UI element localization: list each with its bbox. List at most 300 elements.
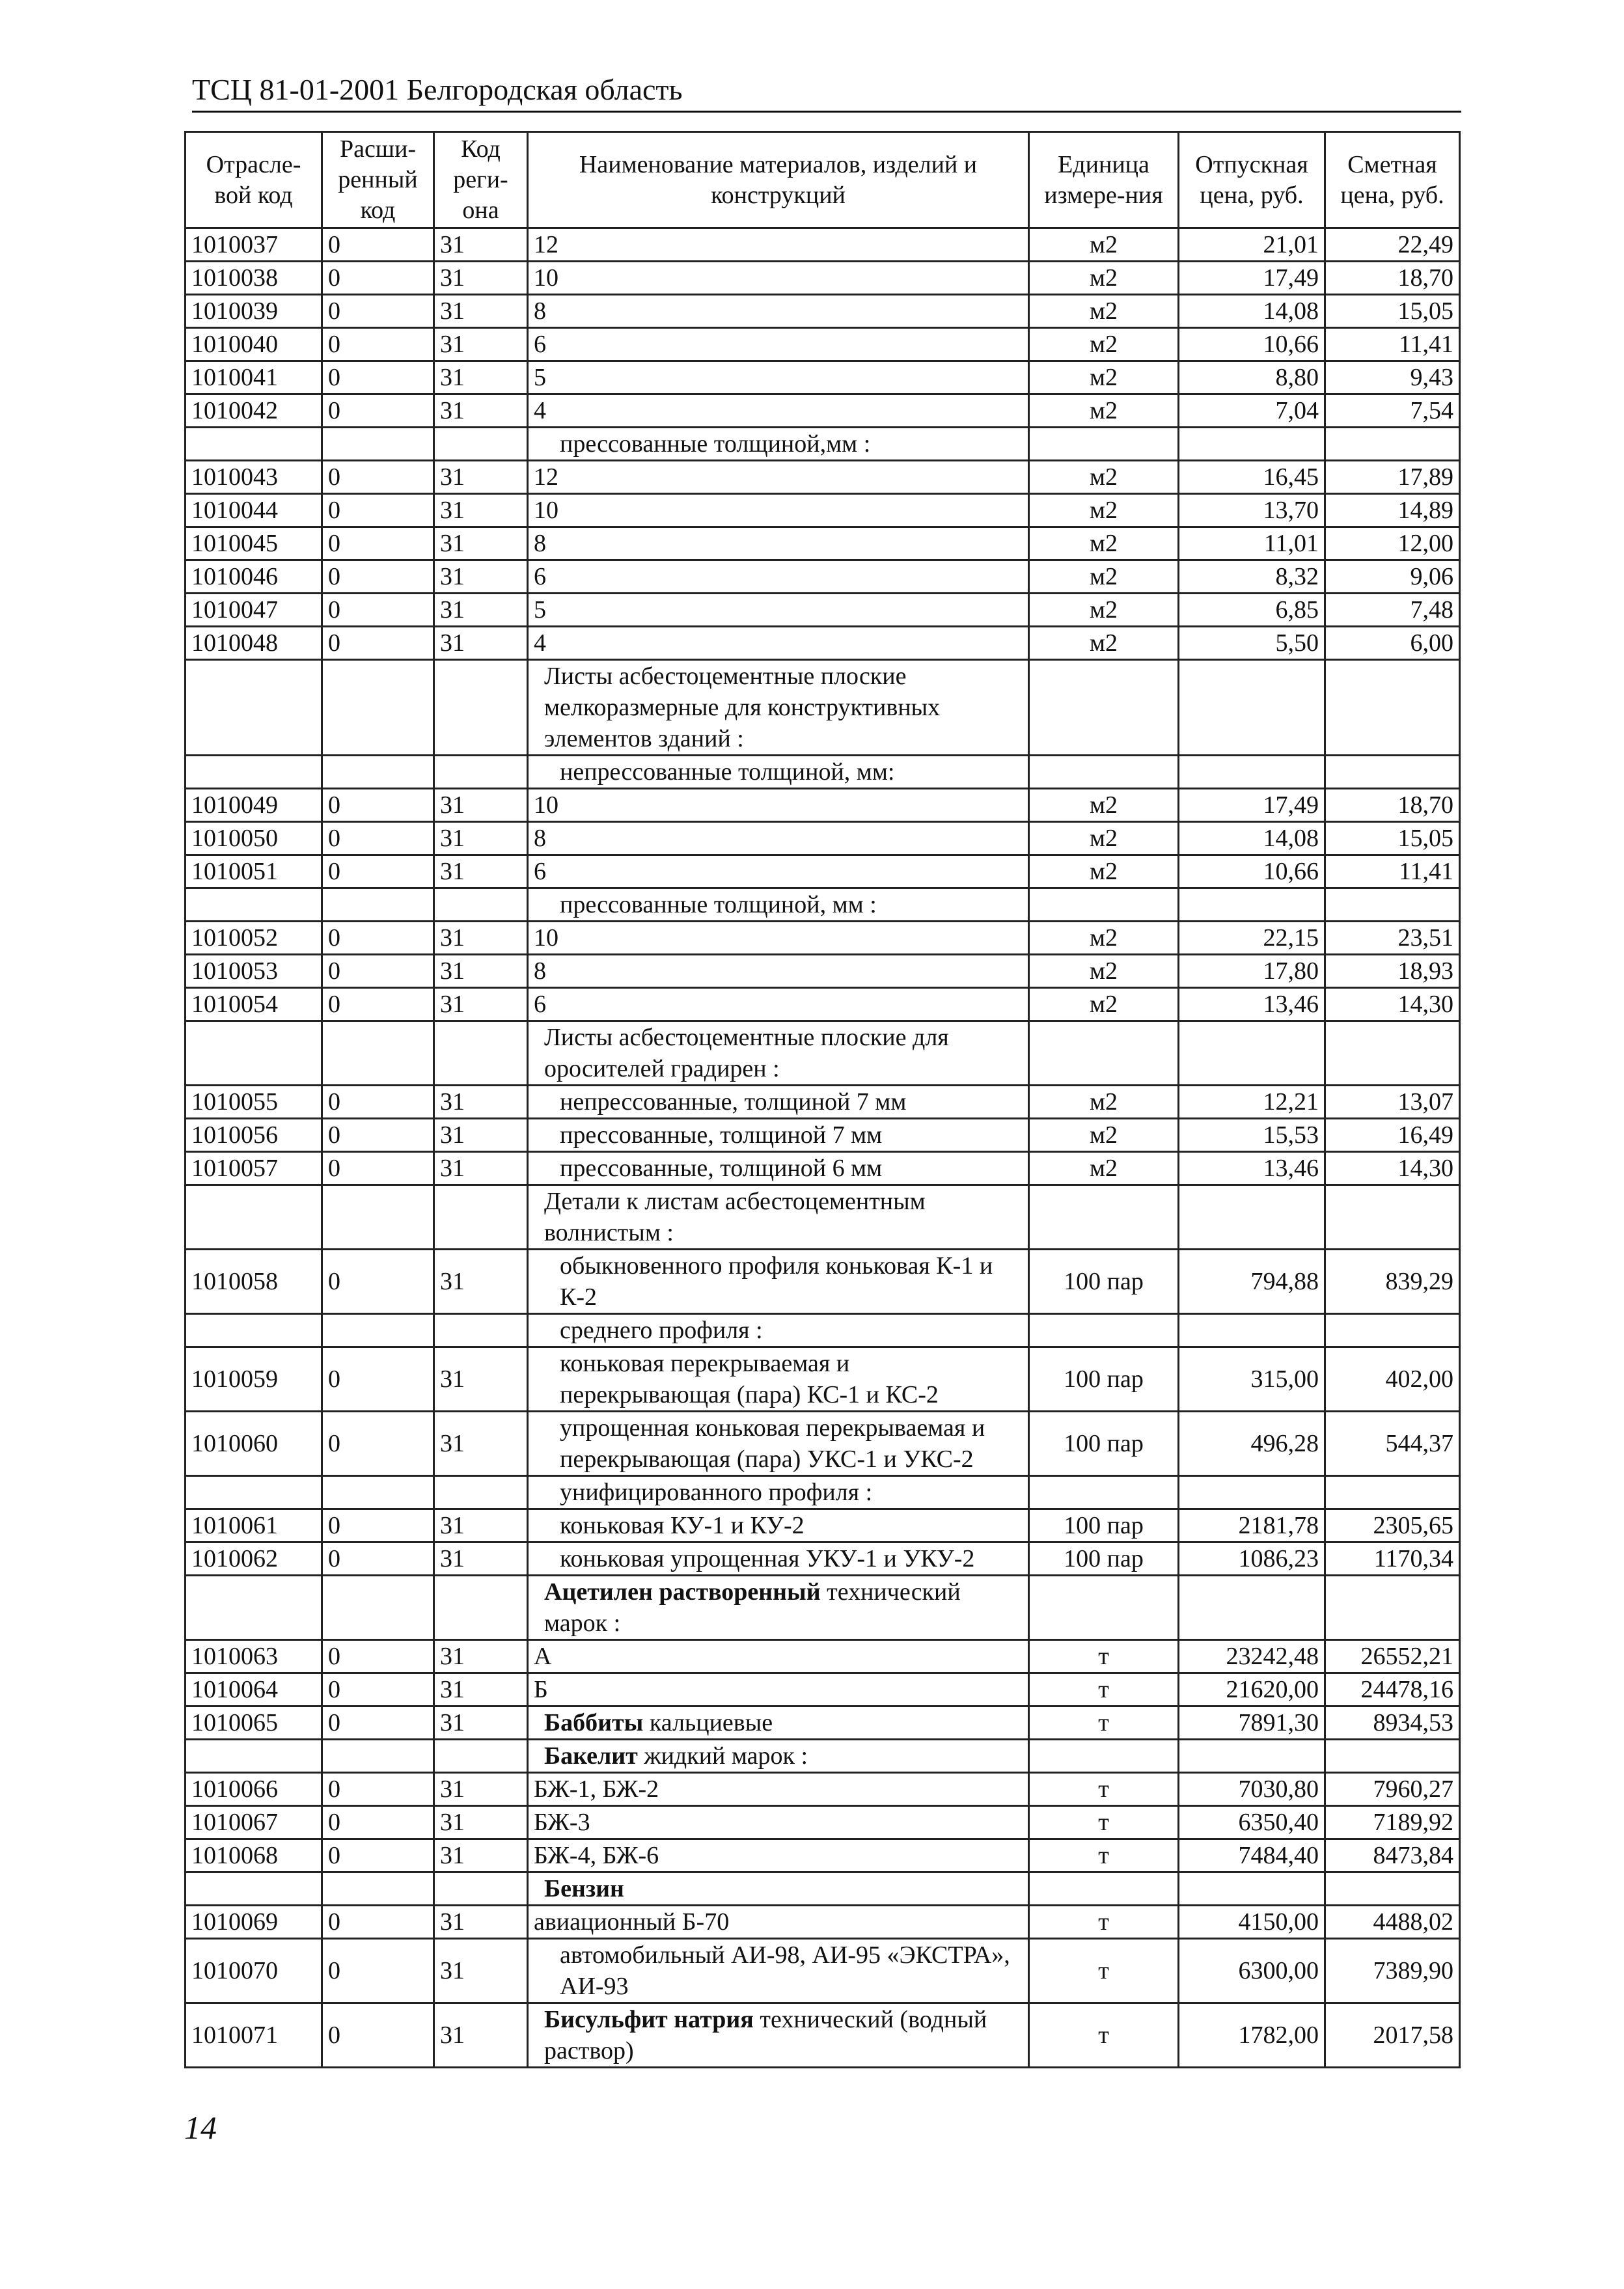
cell-release-price: 21,01: [1179, 228, 1325, 262]
cell-code: [186, 1576, 322, 1640]
cell-region-code: 31: [434, 1152, 528, 1185]
bold-term: Бакелит: [544, 1742, 638, 1770]
cell-release-price: [1179, 1872, 1325, 1906]
cell-extended-code: 0: [322, 1939, 434, 2003]
page-number: 14: [184, 2109, 217, 2146]
cell-region-code: [434, 1576, 528, 1640]
cell-name: [528, 1119, 1029, 1152]
cell-extended-code: 0: [322, 295, 434, 328]
cell-estimate-price: 18,70: [1325, 789, 1460, 822]
cell-estimate-price: 2017,58: [1325, 2003, 1460, 2068]
cell-unit: [1029, 1872, 1179, 1906]
name-text: 6: [534, 563, 546, 590]
cell-release-price: 8,32: [1179, 560, 1325, 594]
cell-release-price: 16,45: [1179, 461, 1325, 494]
cell-unit: [1029, 1185, 1179, 1250]
cell-estimate-price: 26552,21: [1325, 1640, 1460, 1673]
cell-estimate-price: [1325, 428, 1460, 461]
table-row: [186, 262, 1460, 295]
cell-name: [528, 295, 1029, 328]
cell-name: [528, 922, 1029, 955]
cell-extended-code: [322, 428, 434, 461]
cell-release-price: 17,49: [1179, 789, 1325, 822]
cell-unit: 100 пар: [1029, 1542, 1179, 1576]
cell-estimate-price: 8473,84: [1325, 1839, 1460, 1872]
table-row: [186, 1314, 1460, 1347]
name-text: коньковая перекрываемая и перекрывающая (пара) КС-1 и КС-2: [560, 1350, 939, 1408]
cell-estimate-price: [1325, 888, 1460, 922]
cell-name: [528, 1640, 1029, 1673]
cell-unit: [1029, 1476, 1179, 1509]
name-text: А: [534, 1643, 552, 1670]
cell-code: [186, 1185, 322, 1250]
cell-code: [186, 1021, 322, 1086]
table-row: [186, 1347, 1460, 1412]
cell-estimate-price: 7389,90: [1325, 1939, 1460, 2003]
cell-name: [528, 1673, 1029, 1706]
bold-term: Баббиты: [544, 1709, 644, 1736]
cell-extended-code: 0: [322, 1839, 434, 1872]
cell-code: 1010043: [186, 461, 322, 494]
cell-region-code: 31: [434, 1542, 528, 1576]
name-text: кальциевые: [643, 1709, 773, 1736]
cell-estimate-price: 16,49: [1325, 1119, 1460, 1152]
cell-code: [186, 1476, 322, 1509]
cell-region-code: [434, 1740, 528, 1773]
cell-estimate-price: 13,07: [1325, 1086, 1460, 1119]
column-header-release-price: Отпускная цена, руб.: [1179, 132, 1325, 228]
cell-unit: м2: [1029, 1119, 1179, 1152]
table-row: [186, 1740, 1460, 1773]
cell-estimate-price: 14,30: [1325, 1152, 1460, 1185]
cell-release-price: 7,04: [1179, 394, 1325, 428]
table-row: [186, 1021, 1460, 1086]
cell-release-price: 1086,23: [1179, 1542, 1325, 1576]
table-row: [186, 888, 1460, 922]
cell-region-code: 31: [434, 1939, 528, 2003]
cell-estimate-price: 11,41: [1325, 328, 1460, 361]
cell-region-code: [434, 660, 528, 756]
cell-code: 1010050: [186, 822, 322, 855]
cell-unit: [1029, 1314, 1179, 1347]
cell-code: [186, 888, 322, 922]
cell-unit: м2: [1029, 394, 1179, 428]
cell-release-price: 10,66: [1179, 328, 1325, 361]
cell-code: 1010048: [186, 627, 322, 660]
name-text: 10: [534, 924, 558, 952]
cell-region-code: 31: [434, 1250, 528, 1314]
table-row: [186, 1806, 1460, 1839]
cell-name: [528, 594, 1029, 627]
cell-release-price: 4150,00: [1179, 1906, 1325, 1939]
cell-extended-code: 0: [322, 627, 434, 660]
column-header-region-code: Код реги-она: [434, 132, 528, 228]
cell-name: [528, 394, 1029, 428]
cell-code: 1010055: [186, 1086, 322, 1119]
cell-release-price: 12,21: [1179, 1086, 1325, 1119]
cell-name: [528, 1086, 1029, 1119]
cell-name: [528, 361, 1029, 394]
cell-release-price: 13,46: [1179, 1152, 1325, 1185]
cell-region-code: 31: [434, 1906, 528, 1939]
cell-extended-code: 0: [322, 1509, 434, 1542]
cell-unit: 100 пар: [1029, 1412, 1179, 1476]
cell-region-code: [434, 1476, 528, 1509]
cell-unit: [1029, 660, 1179, 756]
cell-name: [528, 2003, 1029, 2068]
name-text: 10: [534, 264, 558, 292]
cell-extended-code: 0: [322, 822, 434, 855]
name-text: обыкновенного профиля коньковая К-1 и К-2: [560, 1252, 993, 1311]
name-text: БЖ-1, БЖ-2: [534, 1775, 659, 1803]
table-row: [186, 1509, 1460, 1542]
cell-unit: [1029, 888, 1179, 922]
cell-estimate-price: 14,30: [1325, 988, 1460, 1021]
cell-release-price: 6,85: [1179, 594, 1325, 627]
cell-region-code: 31: [434, 855, 528, 888]
cell-code: [186, 1872, 322, 1906]
cell-code: 1010038: [186, 262, 322, 295]
cell-code: 1010053: [186, 955, 322, 988]
cell-unit: м2: [1029, 855, 1179, 888]
cell-region-code: 31: [434, 461, 528, 494]
name-text: непрессованные, толщиной 7 мм: [560, 1088, 907, 1116]
cell-region-code: 31: [434, 594, 528, 627]
table-row: [186, 1476, 1460, 1509]
cell-estimate-price: 7,48: [1325, 594, 1460, 627]
bold-term: Бензин: [544, 1875, 624, 1902]
cell-region-code: 31: [434, 328, 528, 361]
cell-extended-code: 0: [322, 361, 434, 394]
cell-unit: м2: [1029, 560, 1179, 594]
cell-release-price: [1179, 1314, 1325, 1347]
cell-code: 1010049: [186, 789, 322, 822]
table-row: [186, 527, 1460, 560]
cell-extended-code: [322, 1185, 434, 1250]
name-text: 8: [534, 825, 546, 852]
cell-estimate-price: 7960,27: [1325, 1773, 1460, 1806]
cell-region-code: 31: [434, 1119, 528, 1152]
cell-extended-code: [322, 1476, 434, 1509]
table-row: [186, 560, 1460, 594]
table-row: [186, 1773, 1460, 1806]
cell-extended-code: 0: [322, 1152, 434, 1185]
name-text: среднего профиля :: [560, 1317, 763, 1344]
cell-extended-code: 0: [322, 922, 434, 955]
cell-extended-code: 0: [322, 2003, 434, 2068]
cell-name: [528, 1314, 1029, 1347]
cell-estimate-price: 402,00: [1325, 1347, 1460, 1412]
cell-name: [528, 1576, 1029, 1640]
cell-release-price: 13,46: [1179, 988, 1325, 1021]
table-row: [186, 1119, 1460, 1152]
cell-release-price: [1179, 756, 1325, 789]
cell-release-price: 6350,40: [1179, 1806, 1325, 1839]
cell-name: [528, 1839, 1029, 1872]
cell-extended-code: 0: [322, 228, 434, 262]
cell-region-code: [434, 1021, 528, 1086]
table-row: [186, 394, 1460, 428]
cell-name: [528, 1412, 1029, 1476]
cell-estimate-price: 4488,02: [1325, 1906, 1460, 1939]
cell-code: 1010060: [186, 1412, 322, 1476]
cell-release-price: 14,08: [1179, 295, 1325, 328]
cell-unit: м2: [1029, 627, 1179, 660]
cell-estimate-price: 24478,16: [1325, 1673, 1460, 1706]
cell-unit: т: [1029, 1673, 1179, 1706]
cell-release-price: 5,50: [1179, 627, 1325, 660]
cell-release-price: 17,49: [1179, 262, 1325, 295]
cell-name: [528, 988, 1029, 1021]
cell-release-price: 7891,30: [1179, 1706, 1325, 1740]
name-text: прессованные, толщиной 6 мм: [560, 1155, 883, 1182]
column-header-name: Наименование материалов, изделий и конструкций: [528, 132, 1029, 228]
cell-unit: [1029, 756, 1179, 789]
bold-term: Бисульфит натрия: [544, 2006, 754, 2033]
cell-release-price: [1179, 888, 1325, 922]
table-row: [186, 660, 1460, 756]
name-text: 10: [534, 497, 558, 524]
table-row: [186, 1152, 1460, 1185]
cell-code: 1010047: [186, 594, 322, 627]
cell-unit: [1029, 1740, 1179, 1773]
table-row: [186, 922, 1460, 955]
cell-unit: м2: [1029, 1152, 1179, 1185]
table-row: [186, 1412, 1460, 1476]
name-text: 8: [534, 297, 546, 325]
cell-code: [186, 756, 322, 789]
cell-code: 1010052: [186, 922, 322, 955]
table-row: [186, 988, 1460, 1021]
cell-release-price: 6300,00: [1179, 1939, 1325, 2003]
cell-name: [528, 855, 1029, 888]
cell-estimate-price: 544,37: [1325, 1412, 1460, 1476]
table-body: [186, 228, 1460, 2068]
cell-release-price: 10,66: [1179, 855, 1325, 888]
cell-extended-code: 0: [322, 789, 434, 822]
cell-name: [528, 527, 1029, 560]
column-header-code: Отрасле-вой код: [186, 132, 322, 228]
cell-code: 1010065: [186, 1706, 322, 1740]
cell-code: 1010059: [186, 1347, 322, 1412]
cell-unit: 100 пар: [1029, 1250, 1179, 1314]
cell-unit: м2: [1029, 494, 1179, 527]
cell-code: [186, 1314, 322, 1347]
cell-unit: м2: [1029, 1086, 1179, 1119]
cell-estimate-price: 9,43: [1325, 361, 1460, 394]
cell-code: 1010037: [186, 228, 322, 262]
cell-name: [528, 228, 1029, 262]
cell-release-price: 17,80: [1179, 955, 1325, 988]
cell-name: [528, 428, 1029, 461]
cell-release-price: 15,53: [1179, 1119, 1325, 1152]
name-text: непрессованные толщиной, мм:: [560, 758, 895, 786]
column-header-unit: Единица измере-ния: [1029, 132, 1179, 228]
cell-region-code: 31: [434, 228, 528, 262]
cell-extended-code: 0: [322, 1086, 434, 1119]
cell-unit: м2: [1029, 922, 1179, 955]
table-row: [186, 1250, 1460, 1314]
cell-estimate-price: 18,93: [1325, 955, 1460, 988]
cell-region-code: 31: [434, 361, 528, 394]
cell-region-code: 31: [434, 2003, 528, 2068]
cell-code: [186, 1740, 322, 1773]
cell-unit: [1029, 1021, 1179, 1086]
cell-code: 1010054: [186, 988, 322, 1021]
cell-unit: 100 пар: [1029, 1509, 1179, 1542]
cell-estimate-price: 8934,53: [1325, 1706, 1460, 1740]
name-text: коньковая КУ-1 и КУ-2: [560, 1512, 805, 1539]
cell-extended-code: 0: [322, 955, 434, 988]
name-text: БЖ-3: [534, 1809, 590, 1836]
cell-release-price: 794,88: [1179, 1250, 1325, 1314]
cell-code: 1010070: [186, 1939, 322, 2003]
cell-unit: т: [1029, 1773, 1179, 1806]
cell-region-code: [434, 888, 528, 922]
cell-name: [528, 1476, 1029, 1509]
cell-code: [186, 428, 322, 461]
cell-unit: м2: [1029, 295, 1179, 328]
table-row: [186, 822, 1460, 855]
name-text: 6: [534, 991, 546, 1018]
name-text: прессованные толщиной, мм :: [560, 891, 877, 918]
name-text: 8: [534, 530, 546, 557]
cell-estimate-price: [1325, 1740, 1460, 1773]
cell-extended-code: [322, 1314, 434, 1347]
cell-name: [528, 1185, 1029, 1250]
cell-region-code: [434, 1185, 528, 1250]
name-text: БЖ-4, БЖ-6: [534, 1842, 659, 1869]
cell-release-price: [1179, 1021, 1325, 1086]
name-text: 8: [534, 957, 546, 985]
table-row: [186, 1086, 1460, 1119]
table-row: [186, 627, 1460, 660]
cell-name: [528, 1509, 1029, 1542]
cell-region-code: 31: [434, 1412, 528, 1476]
name-text: 12: [534, 231, 558, 258]
cell-extended-code: 0: [322, 1706, 434, 1740]
cell-name: [528, 1706, 1029, 1740]
table-row: [186, 328, 1460, 361]
cell-extended-code: 0: [322, 855, 434, 888]
cell-region-code: 31: [434, 822, 528, 855]
cell-code: 1010051: [186, 855, 322, 888]
cell-code: 1010044: [186, 494, 322, 527]
name-text: прессованные толщиной,мм :: [560, 430, 871, 458]
cell-region-code: 31: [434, 1640, 528, 1673]
name-text: 4: [534, 629, 546, 657]
cell-estimate-price: [1325, 1021, 1460, 1086]
cell-name: [528, 1152, 1029, 1185]
cell-extended-code: 0: [322, 328, 434, 361]
cell-extended-code: 0: [322, 262, 434, 295]
cell-unit: [1029, 428, 1179, 461]
cell-estimate-price: 18,70: [1325, 262, 1460, 295]
cell-region-code: 31: [434, 789, 528, 822]
cell-release-price: [1179, 428, 1325, 461]
cell-name: [528, 1906, 1029, 1939]
cell-unit: м2: [1029, 262, 1179, 295]
cell-estimate-price: 15,05: [1325, 295, 1460, 328]
cell-code: 1010042: [186, 394, 322, 428]
cell-region-code: 31: [434, 1706, 528, 1740]
cell-extended-code: 0: [322, 494, 434, 527]
name-text: Детали к листам асбестоцементным волнистым :: [544, 1188, 926, 1246]
cell-estimate-price: [1325, 660, 1460, 756]
name-text: унифицированного профиля :: [560, 1479, 873, 1506]
cell-name: [528, 789, 1029, 822]
cell-unit: м2: [1029, 228, 1179, 262]
table-row: [186, 955, 1460, 988]
cell-estimate-price: 14,89: [1325, 494, 1460, 527]
table-row: [186, 1839, 1460, 1872]
table-header-row: [186, 132, 1460, 228]
cell-name: [528, 461, 1029, 494]
name-text: коньковая упрощенная УКУ-1 и УКУ-2: [560, 1545, 975, 1572]
cell-region-code: 31: [434, 1509, 528, 1542]
cell-extended-code: 0: [322, 527, 434, 560]
cell-unit: м2: [1029, 527, 1179, 560]
cell-unit: т: [1029, 1906, 1179, 1939]
cell-extended-code: 0: [322, 1542, 434, 1576]
cell-region-code: [434, 1872, 528, 1906]
table-row: [186, 361, 1460, 394]
name-text: технический (водный раствор): [544, 2006, 987, 2064]
cell-estimate-price: 15,05: [1325, 822, 1460, 855]
cell-estimate-price: 2305,65: [1325, 1509, 1460, 1542]
cell-name: [528, 627, 1029, 660]
cell-estimate-price: [1325, 1476, 1460, 1509]
cell-name: [528, 494, 1029, 527]
cell-code: 1010058: [186, 1250, 322, 1314]
cell-name: [528, 1021, 1029, 1086]
cell-code: 1010056: [186, 1119, 322, 1152]
cell-region-code: 31: [434, 988, 528, 1021]
cell-release-price: [1179, 1185, 1325, 1250]
cell-release-price: 13,70: [1179, 494, 1325, 527]
table-row: [186, 1673, 1460, 1706]
table-row: [186, 756, 1460, 789]
cell-code: 1010061: [186, 1509, 322, 1542]
cell-release-price: [1179, 660, 1325, 756]
cell-unit: м2: [1029, 594, 1179, 627]
cell-unit: т: [1029, 1939, 1179, 2003]
cell-region-code: 31: [434, 1086, 528, 1119]
table-row: [186, 1872, 1460, 1906]
cell-release-price: [1179, 1476, 1325, 1509]
table-row: [186, 1939, 1460, 2003]
cell-unit: т: [1029, 1839, 1179, 1872]
table-row: [186, 1706, 1460, 1740]
cell-name: [528, 822, 1029, 855]
name-text: Листы асбестоцементные плоские для оросителей градирен :: [544, 1024, 949, 1082]
cell-unit: м2: [1029, 988, 1179, 1021]
cell-extended-code: 0: [322, 988, 434, 1021]
cell-release-price: 7484,40: [1179, 1839, 1325, 1872]
cell-estimate-price: 23,51: [1325, 922, 1460, 955]
cell-unit: т: [1029, 1640, 1179, 1673]
cell-estimate-price: 17,89: [1325, 461, 1460, 494]
cell-region-code: 31: [434, 922, 528, 955]
cell-code: 1010040: [186, 328, 322, 361]
cell-release-price: 496,28: [1179, 1412, 1325, 1476]
name-text: авиационный Б-70: [534, 1908, 730, 1936]
name-text: 6: [534, 858, 546, 885]
cell-region-code: 31: [434, 1673, 528, 1706]
cell-name: [528, 1347, 1029, 1412]
cell-name: [528, 1806, 1029, 1839]
cell-estimate-price: 1170,34: [1325, 1542, 1460, 1576]
